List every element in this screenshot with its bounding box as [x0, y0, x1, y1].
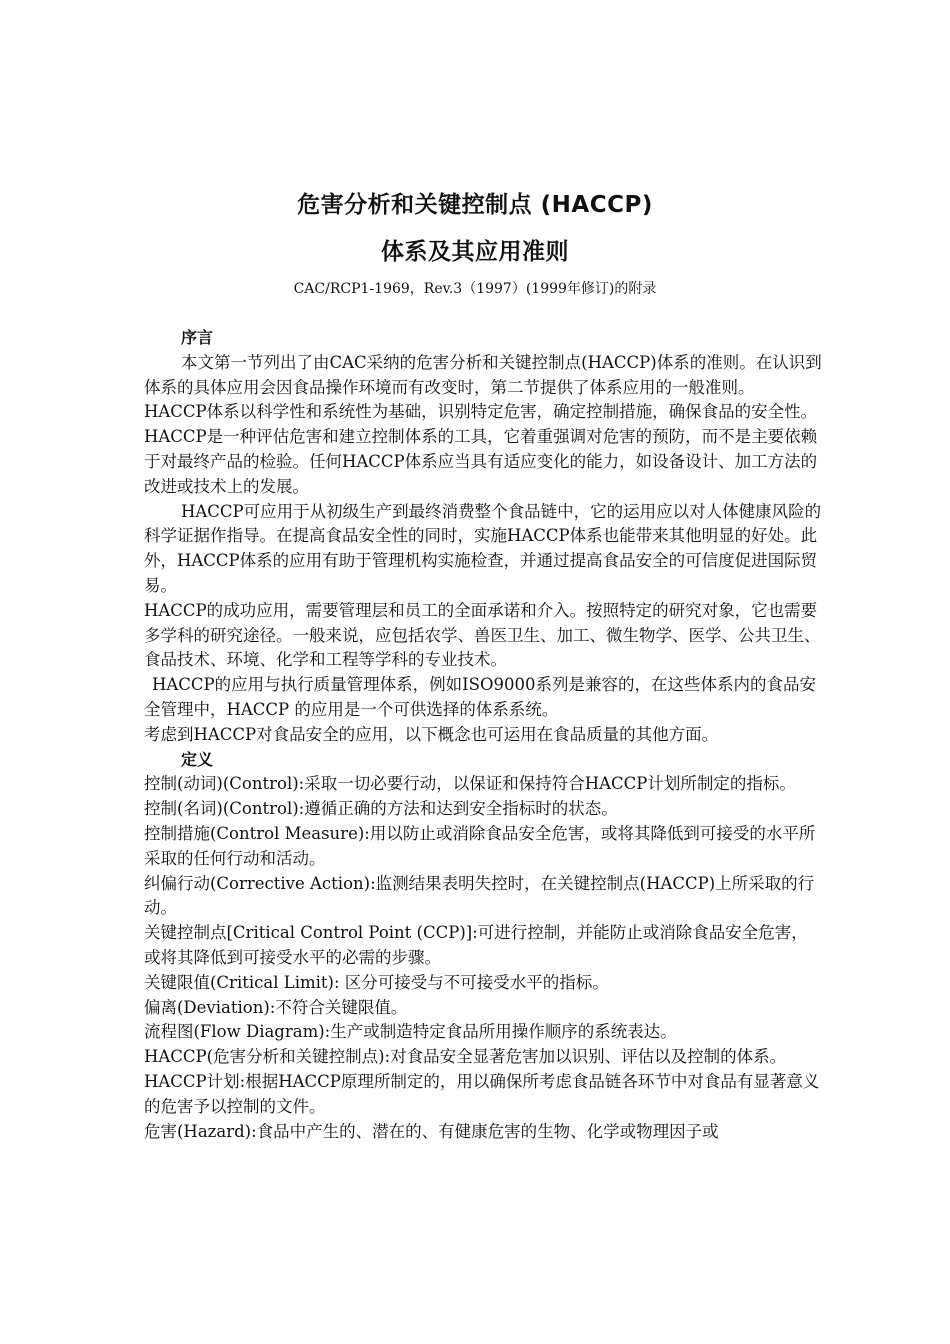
definition-item: 关键控制点[Critical Control Point (CCP)]:可进行控制，并能防止或消除食品安全危害，或将其降低到可接受水平的必需的步骤。	[144, 923, 808, 967]
preface-paragraph-5: HACCP的应用与执行质量管理体系，例如ISO9000系列是兼容的，在这些体系内的食品安全管理中，HACCP 的应用是一个可供选择的体系系统。	[144, 675, 816, 719]
document-body	[144, 326, 824, 1144]
preface-paragraph-6: 考虑到HACCP对食品安全的应用，以下概念也可运用在食品质量的其他方面。	[144, 724, 719, 744]
preface-paragraph-2: HACCP体系以科学性和系统性为基础，识别特定危害，确定控制措施，确保食品的安全性。HACCP是一种评估危害和建立控制体系的工具，它着重强调对危害的预防，而不是主要依赖于对最终产品的检验。任何HACCP体系应当具有适应变化的能力，如设备设计、加工方法的改进或技术上的发展。	[144, 402, 818, 496]
preface-paragraph-1: 本文第一节列出了由CAC采纳的危害分析和关键控制点(HACCP)体系的准则。在认识到体系的具体应用会因食品操作环境而有改变时，第二节提供了体系应用的一般准则。	[144, 352, 822, 397]
definition-item: 控制措施(Control Measure):用以防止或消除食品安全危害，或将其降低到可接受的水平所采取的任何行动和活动。	[144, 823, 816, 868]
definition-item: 偏离(Deviation):不符合关键限值。	[144, 997, 408, 1017]
title-line-1: 危害分析和关键控制点 (HACCP)	[297, 192, 653, 218]
preface-heading: 序言	[181, 328, 214, 347]
definition-item: 控制(动词)(Control):采取一切必要行动，以保证和保持符合HACCP计划所制定的指标。	[144, 774, 796, 794]
definition-item: 关键限值(Critical Limit): 区分可接受与不可接受水平的指标。	[144, 972, 609, 992]
subtitle: CAC/RCP1-1969，Rev.3（1997）(1999年修订)的附录	[293, 281, 657, 297]
definition-item: HACCP(危害分析和关键控制点):对食品安全显著危害加以识别、评估以及控制的体系。	[144, 1047, 787, 1067]
title-line-2: 体系及其应用准则	[381, 239, 569, 265]
definition-item: 控制(名词)(Control):遵循正确的方法和达到安全指标时的状态。	[144, 799, 618, 819]
preface-paragraph-3: HACCP可应用于从初级生产到最终消费整个食品链中，它的运用应以对人体健康风险的科学证据作指导。在提高食品安全性的同时，实施HACCP体系也能带来其他明显的好处。此外，HACCP体系的应用有助于管理机构实施检查，并通过提高食品安全的可信度促进国际贸易。	[144, 501, 822, 595]
definition-item: 纠偏行动(Corrective Action):监测结果表明失控时，在关键控制点(HACCP)上所采取的行动。	[144, 873, 815, 918]
definition-item: 危害(Hazard):食品中产生的、潜在的、有健康危害的生物、化学或物理因子或	[144, 1121, 719, 1141]
definition-item: 流程图(Flow Diagram):生产或制造特定食品所用操作顺序的系统表达。	[144, 1022, 677, 1042]
definition-item: HACCP计划:根据HACCP原理所制定的，用以确保所考虑食品链各环节中对食品有显著意义的危害予以控制的文件。	[144, 1071, 820, 1116]
preface-paragraph-4: HACCP的成功应用，需要管理层和员工的全面承诺和介入。按照特定的研究对象，它也需要多学科的研究途径。一般来说，应包括农学、兽医卫生、加工、微生物学、医学、公共卫生、食品技术、环境、化学和工程等学科的专业技术。	[144, 600, 821, 670]
definitions-heading: 定义	[181, 749, 214, 769]
